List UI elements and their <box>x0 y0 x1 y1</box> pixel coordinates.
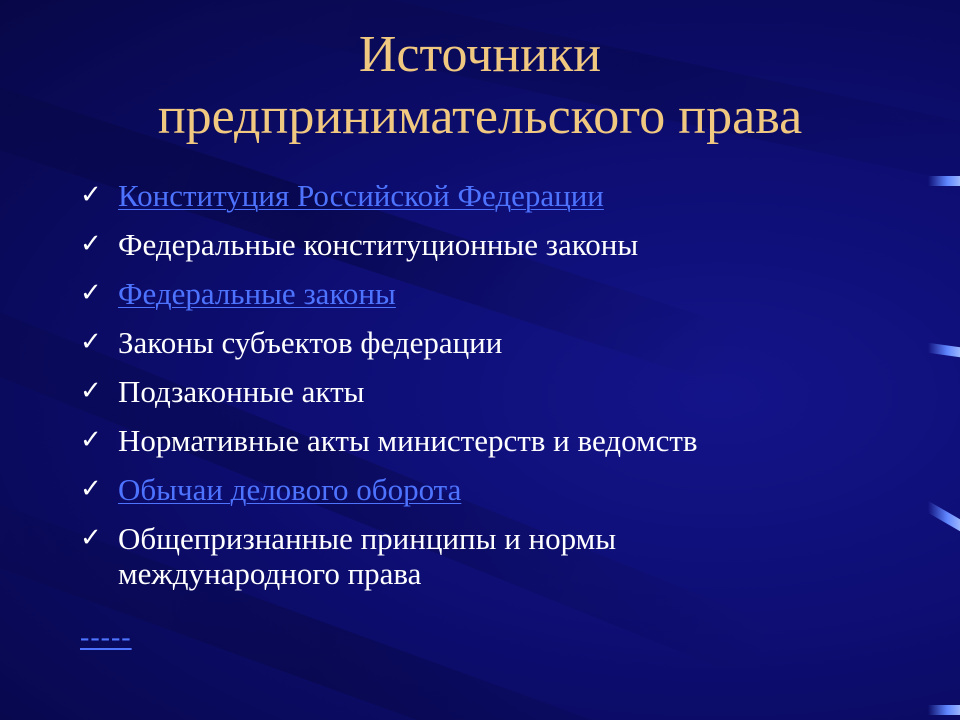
checkmark-icon: ✓ <box>80 327 102 357</box>
list-item <box>80 521 758 591</box>
list-item-text: Общепризнанные принципы и нормы международного права <box>118 521 617 591</box>
title-line-2: предпринимательского права <box>157 88 803 145</box>
list-item-text: Законы субъектов федерации <box>118 325 503 360</box>
federal-laws-link[interactable]: Федеральные законы <box>118 276 396 311</box>
title-line-1: Источники <box>358 26 602 83</box>
list-item <box>80 423 940 458</box>
slide-title <box>0 24 960 148</box>
checkmark-icon: ✓ <box>80 523 102 553</box>
checkmark-icon: ✓ <box>80 425 102 455</box>
checkmark-icon: ✓ <box>80 474 102 504</box>
list-item <box>80 325 940 360</box>
list-item[interactable] <box>80 178 940 213</box>
edge-accent <box>928 705 960 715</box>
list-item <box>80 227 940 262</box>
checkmark-icon: ✓ <box>80 278 102 308</box>
business-customs-link[interactable]: Обычаи делового оборота <box>118 472 462 507</box>
checkmark-icon: ✓ <box>80 229 102 259</box>
footer-link[interactable]: ----- <box>80 622 132 653</box>
list-item-text: Подзаконные акты <box>118 374 365 409</box>
list-item[interactable] <box>80 276 940 311</box>
list-item <box>80 374 940 409</box>
checkmark-icon: ✓ <box>80 180 102 210</box>
checkmark-icon: ✓ <box>80 376 102 406</box>
sources-list <box>80 178 940 605</box>
constitution-link[interactable]: Конституция Российской Федерации <box>118 178 604 213</box>
list-item-text: Федеральные конституционные законы <box>118 227 639 262</box>
list-item-text: Нормативные акты министерств и ведомств <box>118 423 698 458</box>
list-item[interactable] <box>80 472 940 507</box>
